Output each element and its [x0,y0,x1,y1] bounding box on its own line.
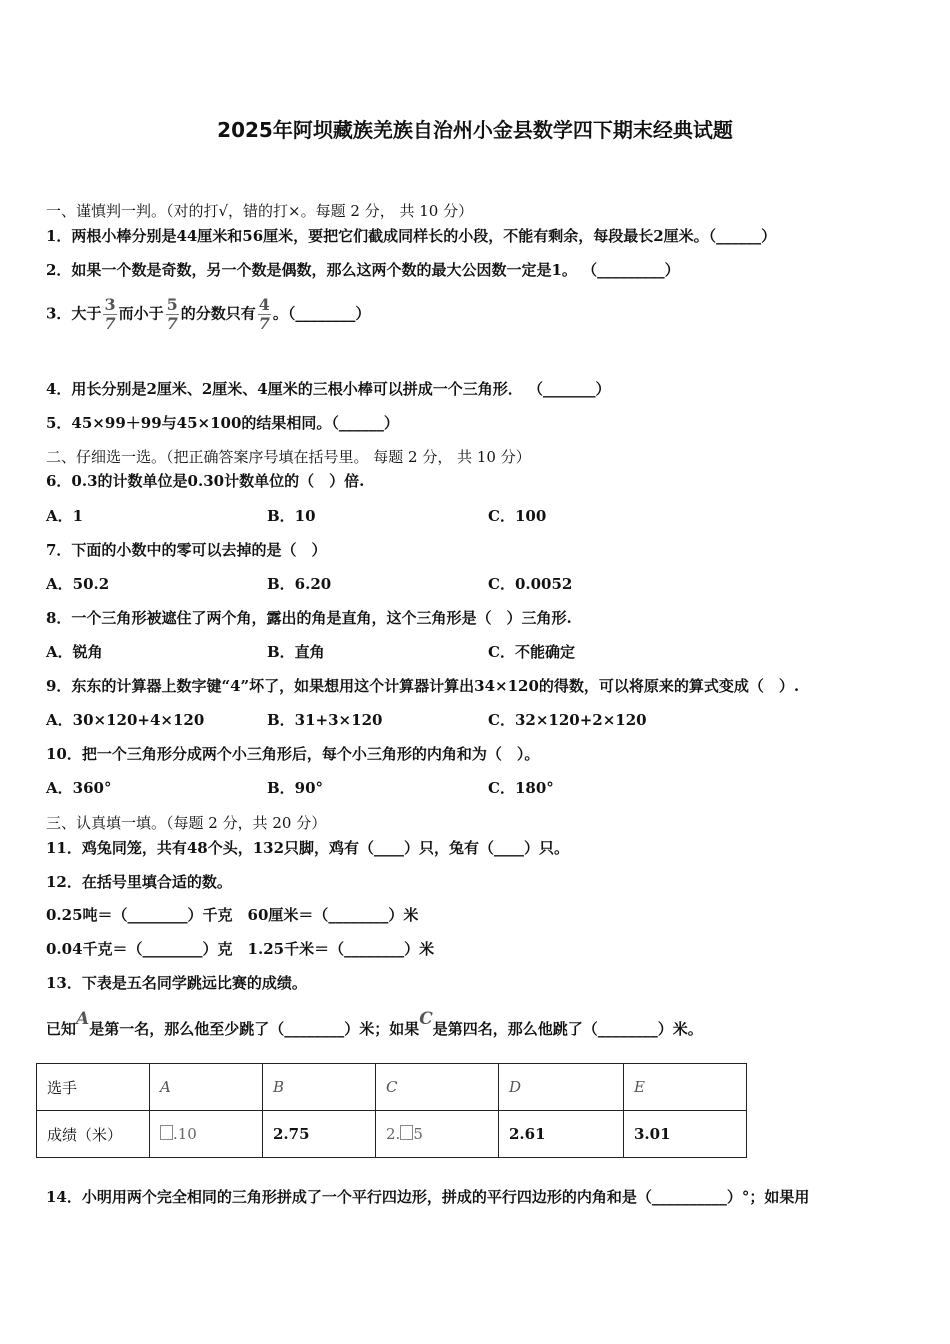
q13-part-2: 是第一名，那么他至少跳了（________）米；如果 [89,1020,420,1038]
frac1-den: 7 [104,314,116,333]
header-c: C [376,1064,499,1111]
fraction-3-7 [103,296,116,333]
long-jump-results-table [36,1063,747,1158]
q13-part-3: 是第四名，那么他跳了（________）米。 [432,1020,703,1038]
q6-option-c: C．100 [488,507,547,525]
q3-mid1: 而小于 [118,304,164,323]
q13-part-1: 已知 [46,1020,77,1038]
question-4: 4．用长分别是2厘米、2厘米、4厘米的三根小棒可以拼成一个三角形． （_______） [46,380,611,398]
q9-option-a: A．30×120+4×120 [46,711,205,729]
score-c-pre: 2. [386,1125,401,1143]
score-c-post: 5 [413,1125,423,1143]
header-player: 选手 [37,1064,150,1111]
section-2-heading: 二、仔细选一选。（把正确答案序号填在括号里。 每题 2 分， 共 10 分） [46,448,531,466]
page-title: 2025年阿坝藏族羌族自治州小金县数学四下期末经典试题 [217,118,733,142]
section-3-heading: 三、认真填一填。（每题 2 分，共 20 分） [46,814,327,832]
question-10: 10．把一个三角形分成两个小三角形后，每个小三角形的内角和为（ ）。 [46,745,540,763]
fraction-4-7 [258,296,271,333]
q10-option-c: C．180° [488,779,554,797]
q8-option-b: B．直角 [267,643,325,661]
question-12: 12．在括号里填合适的数。 [46,873,232,891]
question-11: 11．鸡兔同笼，共有48个头，132只脚，鸡有（____）只，兔有（____）只。 [46,839,570,857]
q10-option-a: A．360° [46,779,112,797]
header-a: A [150,1064,263,1111]
variable-c: C [419,1009,433,1029]
question-9: 9．东东的计算器上数字键“4”坏了，如果想用这个计算器计算出34×120的得数，可以将原来的算式变成（ ）. [46,677,800,695]
q3-mid2: 的分数只有 [180,304,256,323]
q9-option-c: C．32×120+2×120 [488,711,647,729]
question-14: 14．小明用两个完全相同的三角形拼成了一个平行四边形，拼成的平行四边形的内角和是（__________）°；如果用 [46,1188,810,1206]
q7-option-b: B．6.20 [267,575,332,593]
q7-option-a: A．50.2 [46,575,110,593]
score-a [150,1111,263,1158]
frac2-den: 7 [166,314,178,333]
blank-digit-box [160,1125,173,1140]
q12-row-2: 0.04千克＝（________）克 1.25千米＝（________）米 [46,940,435,958]
frac3-den: 7 [258,314,270,333]
fraction-5-7 [166,296,179,333]
score-d: 2.61 [499,1111,624,1158]
section-1-heading: 一、谨慎判一判。（对的打√，错的打×。每题 2 分， 共 10 分） [46,202,474,220]
q6-option-a: A．1 [46,507,84,525]
question-5: 5．45×99＋99与45×100的结果相同。（______） [46,414,399,432]
question-1: 1．两根小棒分别是44厘米和56厘米，要把它们截成同样长的小段，不能有剩余，每段最长2厘米。（______） [46,227,777,245]
q6-option-b: B．10 [267,507,316,525]
q8-option-a: A．锐角 [46,643,103,661]
q8-option-c: C．不能确定 [488,643,575,661]
question-6: 6．0.3的计数单位是0.30计数单位的（ ）倍. [46,472,365,490]
frac2-num: 5 [166,295,178,314]
header-b: B [263,1064,376,1111]
score-a-value: .10 [173,1125,197,1143]
q13-prompt [46,1009,703,1040]
frac3-num: 4 [258,295,270,314]
blank-digit-box [400,1125,413,1140]
score-e: 3.01 [624,1111,747,1158]
question-2: 2．如果一个数是奇数，另一个数是偶数，那么这两个数的最大公因数一定是1。 （_________） [46,261,680,279]
question-7: 7．下面的小数中的零可以去掉的是（ ） [46,541,327,559]
q3-prefix: 3．大于 [46,304,102,323]
frac1-num: 3 [104,295,116,314]
table-row [37,1111,747,1158]
q12-row-1: 0.25吨＝（________）千克 60厘米＝（________）米 [46,906,419,924]
table-header-row [37,1064,747,1111]
question-13: 13．下表是五名同学跳远比赛的成绩。 [46,974,307,992]
q3-suffix: 。（________） [272,304,371,323]
q7-option-c: C．0.0052 [488,575,573,593]
row-label: 成绩（米） [37,1111,150,1158]
score-c [376,1111,499,1158]
header-e: E [624,1064,747,1111]
question-8: 8．一个三角形被遮住了两个角，露出的角是直角，这个三角形是（ ）三角形. [46,609,572,627]
q10-option-b: B．90° [267,779,324,797]
score-b: 2.75 [263,1111,376,1158]
q9-option-b: B．31+3×120 [267,711,383,729]
variable-a: A [76,1009,90,1029]
question-3 [46,296,370,333]
header-d: D [499,1064,624,1111]
